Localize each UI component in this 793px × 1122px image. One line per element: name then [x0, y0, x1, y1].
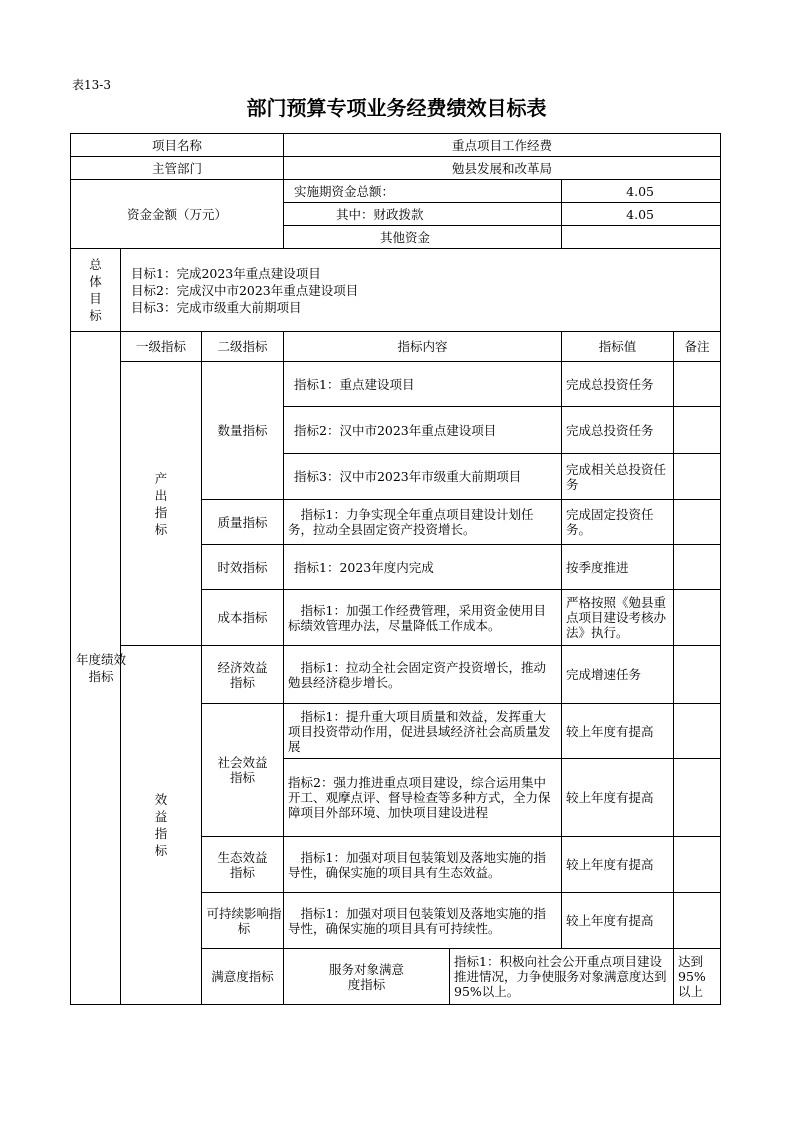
economic-note — [674, 646, 721, 704]
economic-value: 完成增速任务 — [562, 646, 674, 704]
dept-value: 勉县发展和改革局 — [284, 157, 721, 180]
quantity-row-3-value: 完成相关总投资任务 — [562, 454, 674, 500]
header-level2: 二级指标 — [202, 332, 284, 362]
funds-other-value — [562, 226, 721, 249]
social-row-1-value: 较上年度有提高 — [562, 704, 674, 759]
quality-note — [674, 500, 721, 545]
header-content: 指标内容 — [284, 332, 562, 362]
timeliness-indicator-label: 时效指标 — [202, 545, 284, 590]
goal-1: 目标1：完成2023年重点建设项目 — [131, 265, 321, 281]
funds-fiscal-value: 4.05 — [562, 203, 721, 226]
funds-label: 资金金额（万元） — [71, 180, 284, 249]
sustainable-indicator-label: 可持续影响指标 — [202, 893, 284, 949]
quantity-row-3-note — [674, 454, 721, 500]
dept-label: 主管部门 — [71, 157, 284, 180]
sustainable-note — [674, 893, 721, 949]
sustainable-content: 指标1：加强对项目包装策划及落地实施的指导性，确保实施的项目具有可持续性。 — [284, 893, 562, 949]
service-satisfaction-content: 指标1：积极向社会公开重点项目建设推进情况，力争使服务对象满意度达到95%以上。 — [450, 949, 674, 1005]
social-row-2-content: 指标2：强力推进重点项目建设，综合运用集中开工、观摩点评、督导检查等多种方式，全力保障项目外部环境、加快项目建设进程 — [284, 759, 562, 837]
quantity-row-1-value: 完成总投资任务 — [562, 362, 674, 407]
quantity-row-2-note — [674, 407, 721, 454]
social-row-2-value: 较上年度有提高 — [562, 759, 674, 837]
project-name-label: 项目名称 — [71, 134, 284, 157]
social-indicator-label: 社会效益指标 — [202, 704, 284, 837]
service-satisfaction-value: 达到95%以上 — [674, 949, 721, 1005]
cost-indicator-label: 成本指标 — [202, 590, 284, 646]
table-number: 表13-3 — [72, 78, 111, 92]
quantity-row-1-note — [674, 362, 721, 407]
performance-target-table — [70, 133, 721, 1005]
funds-fiscal-label: 其中：财政拨款 — [284, 203, 562, 226]
quantity-row-1-content: 指标1：重点建设项目 — [284, 362, 562, 407]
sustainable-value: 较上年度有提高 — [562, 893, 674, 949]
quality-content: 指标1：力争实现全年重点项目建设计划任务，拉动全县固定资产投资增长。 — [284, 500, 562, 545]
quality-value: 完成固定投资任务。 — [562, 500, 674, 545]
timeliness-note — [674, 545, 721, 590]
social-row-1-note — [674, 704, 721, 759]
cost-note — [674, 590, 721, 646]
ecological-content: 指标1：加强对项目包装策划及落地实施的指导性，确保实施的项目具有生态效益。 — [284, 837, 562, 893]
social-row-2-note — [674, 759, 721, 837]
page-title: 部门预算专项业务经费绩效目标表 — [246, 96, 547, 120]
project-name-value: 重点项目工作经费 — [284, 134, 721, 157]
satisfaction-indicator-label: 满意度指标 — [202, 949, 284, 1005]
header-level1: 一级指标 — [121, 332, 202, 362]
ecological-note — [674, 837, 721, 893]
quantity-indicator-label: 数量指标 — [202, 362, 284, 500]
overall-goal-label: 总体目标 — [71, 249, 121, 332]
funds-other-label: 其他资金 — [284, 226, 562, 249]
quantity-row-3-content: 指标3：汉中市2023年市级重大前期项目 — [284, 454, 562, 500]
cost-content: 指标1：加强工作经费管理，采用资金使用目标绩效管理办法，尽量降低工作成本。 — [284, 590, 562, 646]
cost-value: 严格按照《勉县重点项目建设考核办法》执行。 — [562, 590, 674, 646]
overall-goals — [121, 249, 721, 332]
ecological-indicator-label: 生态效益指标 — [202, 837, 284, 893]
timeliness-value: 按季度推进 — [562, 545, 674, 590]
social-row-1-content: 指标1：提升重大项目质量和效益，发挥重大项目投资带动作用，促进县域经济社会高质量发展 — [284, 704, 562, 759]
quality-indicator-label: 质量指标 — [202, 500, 284, 545]
economic-indicator-label: 经济效益指标 — [202, 646, 284, 704]
goal-3: 目标3：完成市级重大前期项目 — [131, 299, 302, 315]
quantity-row-2-value: 完成总投资任务 — [562, 407, 674, 454]
ecological-value: 较上年度有提高 — [562, 837, 674, 893]
annual-indicator-label: 年度绩效指标 — [71, 332, 121, 1005]
timeliness-content: 指标1：2023年度内完成 — [284, 545, 562, 590]
service-satisfaction-label: 服务对象满意度指标 — [284, 949, 450, 1005]
quantity-row-2-content: 指标2：汉中市2023年重点建设项目 — [284, 407, 562, 454]
goal-2: 目标2：完成汉中市2023年重点建设项目 — [131, 282, 359, 298]
funds-total-value: 4.05 — [562, 180, 721, 203]
economic-content: 指标1：拉动全社会固定资产投资增长，推动勉县经济稳步增长。 — [284, 646, 562, 704]
header-note: 备注 — [674, 332, 721, 362]
funds-total-label: 实施期资金总额： — [284, 180, 562, 203]
output-indicator-label: 产出指标 — [121, 362, 202, 646]
header-value: 指标值 — [562, 332, 674, 362]
benefit-indicator-label: 效益指标 — [121, 646, 202, 1005]
